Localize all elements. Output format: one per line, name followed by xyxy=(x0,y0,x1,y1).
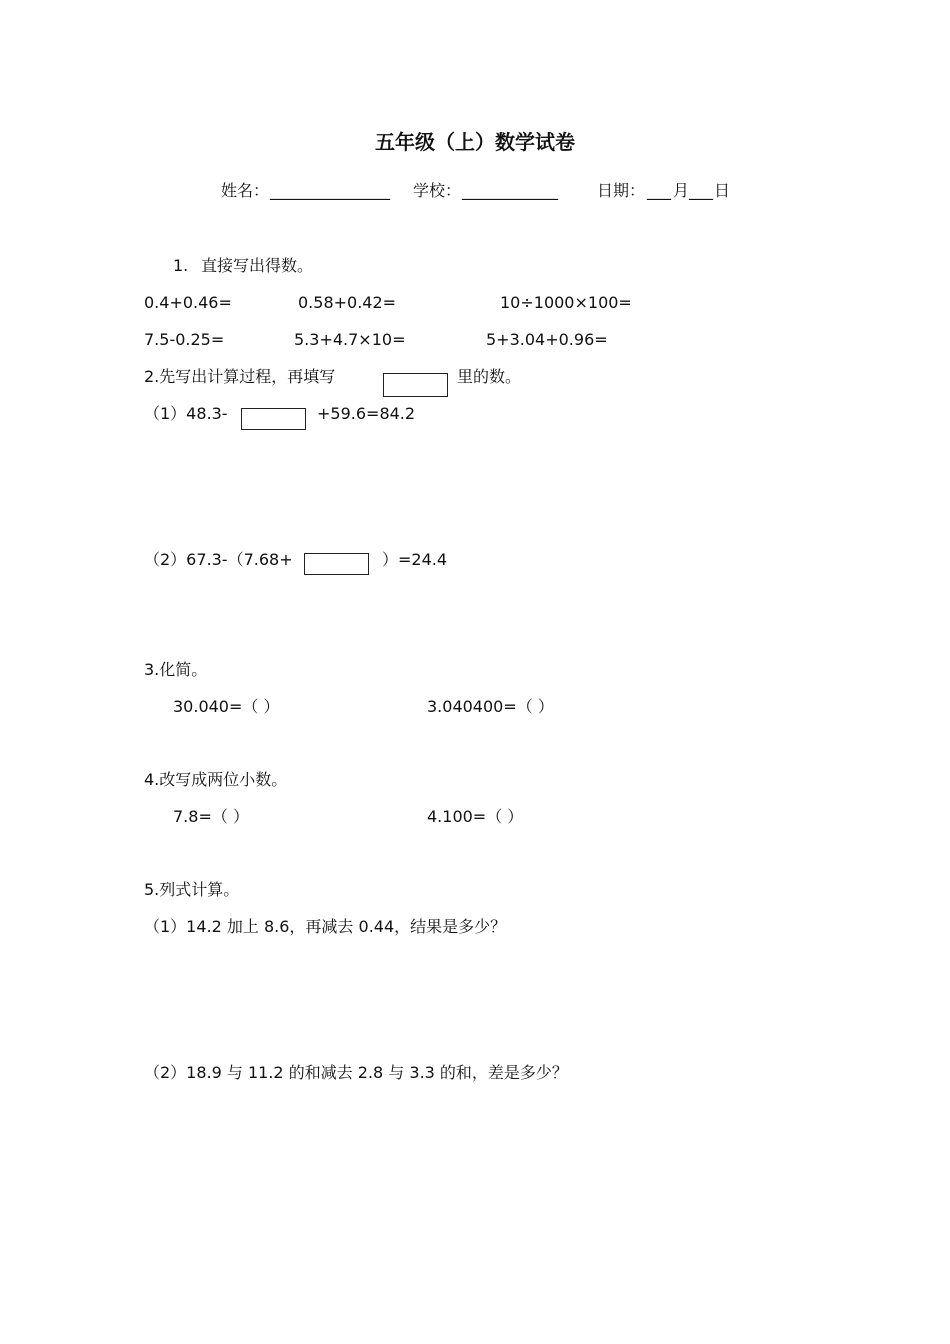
day-label: 日 xyxy=(714,181,731,200)
q1-heading: 直接写出得数。 xyxy=(201,256,314,275)
q1-number: 1. xyxy=(173,256,189,275)
q1-item: 5.3+4.7×10= xyxy=(294,330,406,349)
day-blank[interactable]: ___ xyxy=(689,181,713,200)
q5-heading: 5.列式计算。 xyxy=(144,880,240,899)
q1-item: 7.5-0.25= xyxy=(144,330,225,349)
month-label: 月 xyxy=(673,181,690,200)
q5-item1: （1）14.2 加上 8.6，再减去 0.44，结果是多少？ xyxy=(144,917,507,936)
answer-box-example xyxy=(383,373,448,397)
q1-item: 0.58+0.42= xyxy=(298,293,397,312)
answer-box[interactable] xyxy=(304,553,369,575)
q1-item: 0.4+0.46= xyxy=(144,293,232,312)
answer-box[interactable] xyxy=(241,408,306,430)
q4-item: 7.8=（ ） xyxy=(173,807,249,826)
name-blank[interactable]: _______________ xyxy=(270,181,390,200)
q2-item1-start: （1）48.3- xyxy=(144,404,228,423)
q3-heading: 3.化简。 xyxy=(144,660,208,679)
exam-title: 五年级（上）数学试卷 xyxy=(375,130,575,154)
q2-item2-start: （2）67.3-（7.68+ xyxy=(144,550,293,569)
q1-item: 10÷1000×100= xyxy=(500,293,632,312)
school-label: 学校： xyxy=(413,181,462,200)
q2-item1-end: +59.6=84.2 xyxy=(317,404,416,423)
q4-item: 4.100=（ ） xyxy=(427,807,524,826)
q3-item: 3.040400=（ ） xyxy=(427,697,554,716)
date-label: 日期： xyxy=(597,181,646,200)
school-blank[interactable]: ____________ xyxy=(462,181,558,200)
q1-item: 5+3.04+0.96= xyxy=(486,330,608,349)
month-blank[interactable]: ___ xyxy=(647,181,671,200)
q3-item: 30.040=（ ） xyxy=(173,697,280,716)
q2-item2-end: ）=24.4 xyxy=(382,550,448,569)
name-label: 姓名： xyxy=(221,181,270,200)
q2-heading: 2.先写出计算过程，再填写 xyxy=(144,367,336,386)
q4-heading: 4.改写成两位小数。 xyxy=(144,770,288,789)
q5-item2: （2）18.9 与 11.2 的和减去 2.8 与 3.3 的和，差是多少？ xyxy=(144,1063,568,1082)
q2-heading-end: 里的数。 xyxy=(457,367,522,386)
